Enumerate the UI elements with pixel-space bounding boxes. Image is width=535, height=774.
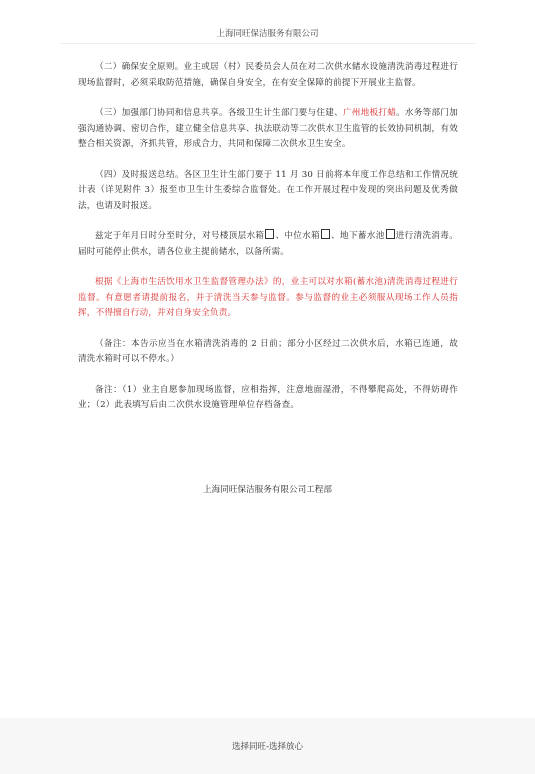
notice-part4: 进行清洗消毒。届时可能停止供水，请各位业主提前储水，以备所需。 bbox=[78, 231, 458, 257]
paragraph-safety-principle: （二）确保安全原则。业主或居（村）民委员会人员在对二次供水储水设施清洗消毒过程进行现场监督时，必须采取防范措施，确保自身安全，在有安全保障的前提下开展业主监督。 bbox=[78, 62, 458, 88]
notice-part3: 、地下蓄水池 bbox=[331, 231, 385, 241]
notice-part1: 兹定于年月日时分至时分，对号楼顶层水箱 bbox=[95, 231, 265, 241]
paragraph-coordination-part1: （三）加强部门协同和信息共享。各级卫生计生部门要与住建、 bbox=[95, 108, 343, 118]
middle-tank-checkbox[interactable] bbox=[321, 229, 330, 239]
signature-department: 上海同旺保洁服务有限公司工程部 bbox=[203, 485, 332, 495]
paragraph-summary-report: （四）及时报送总结。各区卫生计生部门要于 11 月 30 日前将本年度工作总结和工作情况统计表（详见附件 3）报至市卫生计生委综合监督处。在工作开展过程中发现的突出问题及优秀做法，也请及时报送。 bbox=[78, 169, 458, 211]
footer-slogan: 选择同旺-选择放心 bbox=[231, 742, 304, 752]
paragraph-remark: （备注：本告示应当在水箱清洗消毒的 2 日前；部分小区经过二次供水后，水箱已连通，故清洗水箱时可以不停水。） bbox=[78, 338, 458, 364]
paragraph-cleaning-notice bbox=[78, 229, 458, 260]
paragraph-coordination-part2: 。水务等部门加强沟通协调、密切合作，建立健全信息共享、执法联动等二次供水卫生监管的长效协同机制，有效整合相关资源，齐抓共管，形成合力，共同和保障二次供水卫生安全。 bbox=[78, 108, 459, 149]
underground-pool-checkbox[interactable] bbox=[386, 229, 395, 239]
notice-part2: 、中位水箱 bbox=[275, 231, 321, 241]
document-header: 上海同旺保洁服务有限公司 bbox=[216, 29, 319, 39]
top-tank-checkbox[interactable] bbox=[265, 229, 274, 239]
highlight-link[interactable]: 广州地板打蜡 bbox=[342, 108, 397, 118]
paragraph-notes: 备注：（1）业主自愿参加现场监督，应相指挥，注意地面湿滑，不得攀爬高处，不得妨碍作业；（2）此表填写后由二次供水设施管理单位存档备查。 bbox=[78, 384, 458, 410]
paragraph-supervision-regulation: 根据《上海市生活饮用水卫生监督管理办法》的，业主可以对水箱(蓄水池)清洗消毒过程进行监督。有意愿者请提前报名，并于清洗当天参与监督。参与监督的业主必须服从现场工作人员指挥，不得擅自行动，并对自身安全负责。 bbox=[78, 277, 458, 318]
document-body bbox=[78, 60, 458, 429]
header-divider bbox=[60, 43, 475, 44]
paragraph-coordination bbox=[78, 106, 458, 153]
